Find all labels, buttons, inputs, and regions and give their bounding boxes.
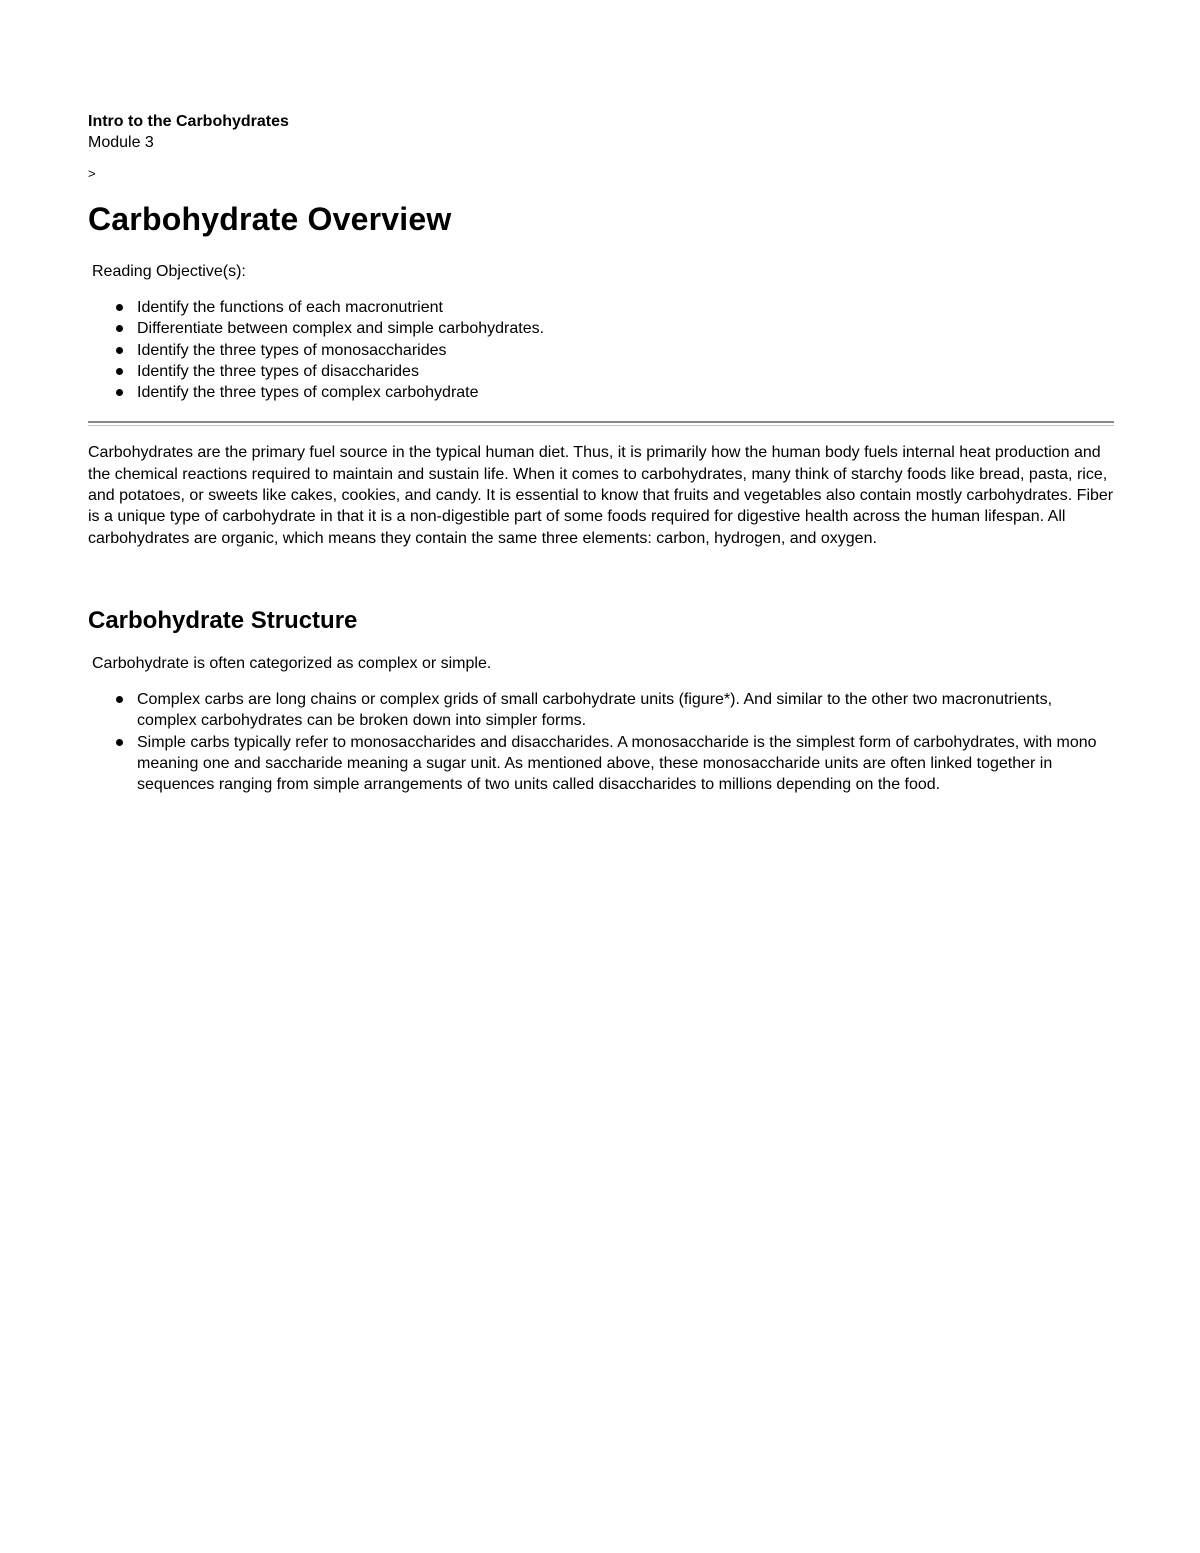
objective-item: Identify the three types of monosaccharides bbox=[137, 340, 1114, 361]
reading-objectives-list bbox=[88, 297, 1114, 403]
structure-list bbox=[88, 689, 1114, 795]
objective-item: Identify the three types of disaccharides bbox=[137, 361, 1114, 382]
objective-item: Differentiate between complex and simple carbohydrates. bbox=[137, 318, 1114, 339]
document-content bbox=[88, 112, 1114, 795]
reading-objectives-label: Reading Objective(s): bbox=[92, 263, 246, 280]
structure-intro: Carbohydrate is often categorized as complex or simple. bbox=[92, 654, 492, 672]
course-title: Intro to the Carbohydrates bbox=[88, 113, 289, 130]
page-title: Carbohydrate Overview bbox=[88, 201, 452, 237]
structure-item-complex: Complex carbs are long chains or complex grids of small carbohydrate units (figure*). And similar to the other two macronutrients, complex carbohydrates can be broken down into simpler forms. bbox=[137, 689, 1114, 732]
section-divider bbox=[88, 421, 1114, 426]
objective-item: Identify the functions of each macronutrient bbox=[137, 297, 1114, 318]
structure-item-simple: Simple carbs typically refer to monosaccharides and disaccharides. A monosaccharide is the simplest form of carbohydrates, with mono meaning one and saccharide meaning a sugar unit. As mentioned above, these monosaccharide units are often linked together in sequences ranging from simple arrangements of two units called disaccharides to millions depending on the food. bbox=[137, 732, 1114, 796]
breadcrumb-arrow[interactable]: > bbox=[88, 166, 96, 181]
section-title-structure: Carbohydrate Structure bbox=[88, 606, 358, 634]
module-label: Module 3 bbox=[88, 134, 154, 151]
overview-paragraph: Carbohydrates are the primary fuel source in the typical human diet. Thus, it is primarily how the human body fuels internal heat production and the chemical reactions required to maintain and sustain life. When it comes to carbohydrates, many think of starchy foods like bread, pasta, rice, and potatoes, or sweets like cakes, cookies, and candy. It is essential to know that fruits and vegetables also contain mostly carbohydrates. Fiber is a unique type of carbohydrate in that it is a non-digestible part of some foods required for digestive health across the human lifespan. All carbohydrates are organic, which means they contain the same three elements: carbon, hydrogen, and oxygen. bbox=[88, 444, 1114, 547]
objective-item: Identify the three types of complex carbohydrate bbox=[137, 382, 1114, 403]
